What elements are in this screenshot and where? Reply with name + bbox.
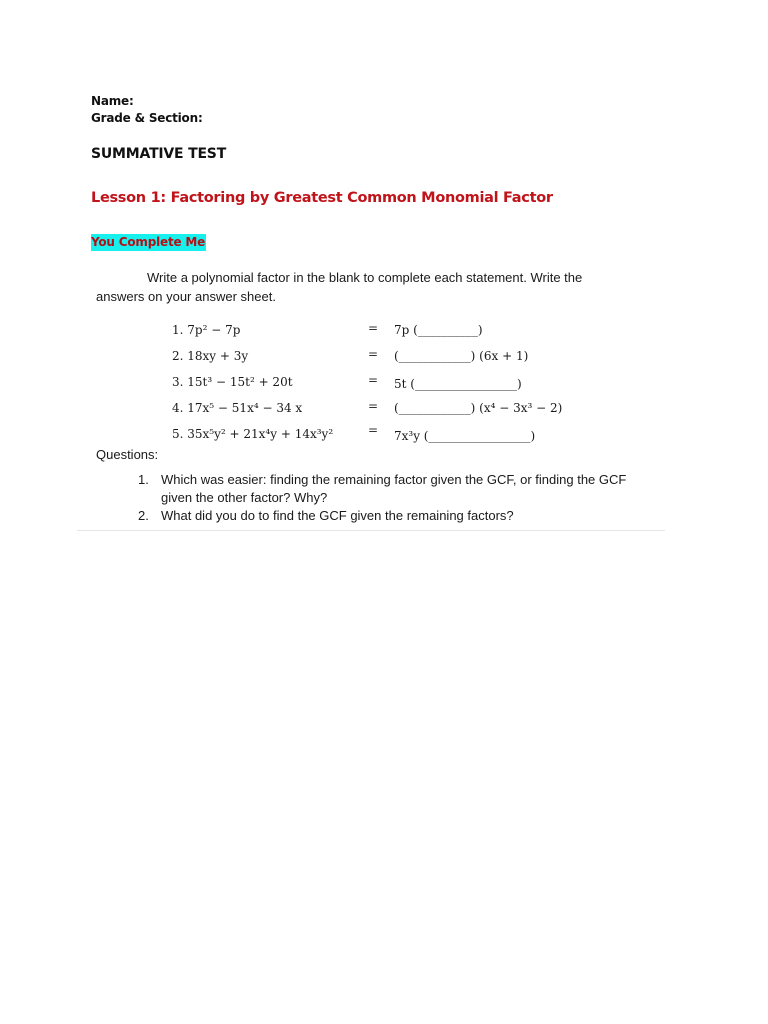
item-4-equals: = — [368, 399, 379, 413]
question-2-number: 2. — [138, 508, 149, 523]
lesson-title: Lesson 1: Factoring by Greatest Common Monomial Factor — [91, 190, 553, 206]
item-2-equals: = — [368, 347, 379, 361]
test-title: SUMMATIVE TEST — [91, 146, 227, 162]
item-2-expression: 2. 18xy + 3y — [172, 349, 249, 363]
name-label: Name: — [91, 94, 134, 108]
item-1-equals: = — [368, 321, 379, 335]
section-divider — [77, 530, 665, 531]
item-5-answer-blank: 7x³y (_________________) — [394, 429, 536, 443]
instructions-line-1: Write a polynomial factor in the blank to complete each statement. Write the — [147, 270, 583, 285]
item-5-equals: = — [368, 423, 379, 437]
item-3-expression: 3. 15t³ − 15t² + 20t — [172, 375, 293, 389]
item-4-answer-blank: (____________) (x⁴ − 3x³ − 2) — [394, 401, 563, 415]
instructions-line-2: answers on your answer sheet. — [96, 289, 276, 304]
item-1-expression: 1. 7p² − 7p — [172, 323, 241, 337]
question-1-text-cont: given the other factor? Why? — [161, 490, 328, 505]
item-1-answer-blank: 7p (__________) — [394, 323, 483, 337]
question-1-number: 1. — [138, 472, 149, 487]
item-3-answer-blank: 5t (_________________) — [394, 377, 522, 391]
item-5-expression: 5. 35x⁵y² + 21x⁴y + 14x³y² — [172, 427, 334, 441]
grade-section-label: Grade & Section: — [91, 111, 203, 125]
item-4-expression: 4. 17x⁵ − 51x⁴ − 34 x — [172, 401, 303, 415]
activity-title: You Complete Me — [91, 235, 206, 249]
item-3-equals: = — [368, 373, 379, 387]
question-1-text: Which was easier: finding the remaining factor given the GCF, or finding the GCF — [161, 472, 627, 487]
questions-heading: Questions: — [96, 447, 159, 462]
item-2-answer-blank: (____________) (6x + 1) — [394, 349, 529, 363]
question-2-text: What did you do to find the GCF given the remaining factors? — [161, 508, 514, 523]
